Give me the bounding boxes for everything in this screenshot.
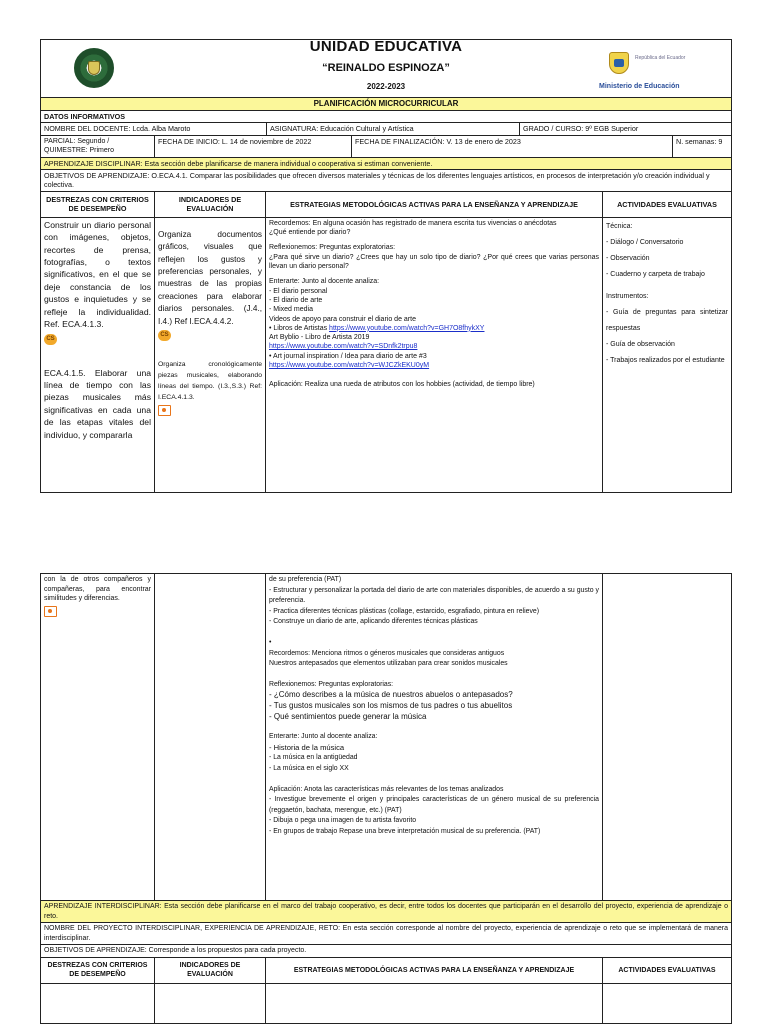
strategy-line-10: - ¿Cómo describes a la música de nuestros abuelos o antepasados?	[269, 690, 513, 700]
project-name-field: NOMBRE DEL PROYECTO INTERDISCIPLINAR, EXPERIENCIA DE APRENDIZAJE, RETO: En esta sección corresponde al nombre del proyecto, experiencia de aprendizaje o reto que se implementará de manera interdisciplinar.	[41, 923, 732, 945]
video-link-2[interactable]: https://www.youtube.com/watch?v=SDnfk2trpu8	[269, 343, 418, 351]
evaluation-cell	[603, 217, 732, 492]
strategy-line-4	[269, 628, 599, 638]
indicator-timeline: Organiza cronológicamente piezas musicales, elaborando líneas del tiempo. (I.3.,S.3.) Ref: I.ECA.4.1.3.	[158, 361, 262, 402]
strategy-application: Aplicación: Realiza una rueda de atributos con los hobbies (actividad, de tiempo libre)	[269, 381, 535, 389]
cs-badge-icon: CS	[44, 334, 57, 345]
strategy-line-16: - La música en la antigüedad	[269, 754, 358, 762]
strategy-line-15: - Historia de la música	[269, 742, 345, 752]
interdisciplinary-note: APRENDIZAJE INTERDISCIPLINAR: Esta sección debe planificarse en el marco del trabajo cooperativo, es decir, entre todos los docentes que participarán en el desarrollo del proyecto, experiencia de aprendizaje o reto.	[41, 901, 732, 923]
ministry-label: Ministerio de Educación	[599, 83, 680, 90]
school-name: “REINALDO ESPINOZA”	[322, 62, 450, 74]
school-year: 2022-2023	[366, 82, 406, 91]
strategy-line-22: - En grupos de trabajo Repase una breve interpretación musical de su preferencia. (PAT)	[269, 827, 541, 835]
cs-badge-icon-2: CS	[158, 330, 171, 341]
eval-technique-1: - Diálogo / Conversatorio	[606, 238, 684, 246]
strategy-line-17: - La música en el siglo XX	[269, 764, 349, 772]
strategy-line-14: Enterarte: Junto al docente analiza:	[269, 733, 378, 741]
strategies-cell	[266, 217, 603, 492]
skill-timeline: ECA.4.1.5. Elaborar una línea de tiempo con las piezas musicales más significativas en cada una de las etapas vitales del individuo, y compararla	[44, 367, 151, 440]
skill-continued: con la de otros compañeros y compañeras, para encontrar similitudes y diferencias.	[44, 576, 151, 603]
column-header-indicators: INDICADORES DE EVALUACIÓN	[155, 191, 266, 217]
column-header-skills-2: DESTREZAS CON CRITERIOS DE DESEMPEÑO	[41, 957, 155, 983]
video-title-2: Art Byblio - Libro de Artista 2019	[269, 334, 370, 342]
project-objectives-field: OBJETIVOS DE APRENDIZAJE: Corresponde a los propuestos para cada proyecto.	[41, 945, 732, 958]
ecuador-shield-icon	[609, 52, 629, 74]
strategy-question-2: ¿Para qué sirve un diario? ¿Crees que hay un solo tipo de diario? ¿Por qué crees que varias personas llevan un diario personal?	[269, 253, 599, 271]
video-title-1: • Libros de Artistas	[269, 324, 328, 332]
strategy-line-6: Recordemos: Menciona ritmos o géneros musicales que consideras antiguos	[269, 649, 505, 657]
indicator-diary: Organiza documentos gráficos, visuales que reflejen los gustos y preferencias personales, y muestras de las propias creaciones para elaborar diarios personales. (J.4., I.4.) Ref I.ECA.4.4.2.	[158, 229, 262, 326]
column-header-evaluation: ACTIVIDADES EVALUATIVAS	[603, 191, 732, 217]
info-section-title: DATOS INFORMATIVOS	[41, 111, 732, 123]
strategy-recall: Recordemos: En alguna ocasión has registrado de manera escrita tus vivencias o anécdotas	[269, 219, 557, 227]
evaluation-cell-continued	[603, 574, 732, 901]
column-header-skills: DESTREZAS CON CRITERIOS DE DESEMPEÑO	[41, 191, 155, 217]
computer-icon-2	[44, 606, 57, 617]
strategies-cell-continued	[266, 574, 603, 901]
skills-cell-continued	[41, 574, 155, 901]
planning-table-continued	[40, 573, 732, 1024]
skills-cell	[41, 217, 155, 492]
strategy-line-5: •	[269, 638, 272, 646]
eval-instrument-1: - Guía de preguntas para sintetizar respuestas	[606, 308, 728, 332]
strategy-line-20: - Investigue brevemente el origen y principales características de un género musical de su preferencia (reggaetón, bachata, merengue, etc.) (PAT)	[269, 796, 599, 814]
eval-instruments: Instrumentos:	[606, 292, 649, 300]
objectives-field: OBJETIVOS DE APRENDIZAJE: O.ECA.4.1. Comparar las posibilidades que ofrecen diversos materiales y técnicas de los diferentes lenguajes artísticos, en procesos de interpretación y/o creación individual y colectiva.	[41, 170, 732, 192]
partial-field: PARCIAL: Segundo / QUIMESTRE: Primero	[41, 135, 155, 157]
header-cell	[41, 40, 732, 98]
subject-field: ASIGNATURA: Educación Cultural y Artística	[267, 123, 520, 135]
strategy-topic-3: - Mixed media	[269, 306, 313, 314]
school-title: UNIDAD EDUCATIVA	[309, 39, 463, 55]
strategy-line-7: Nuestros antepasados que elementos utilizaban para crear sonidos musicales	[269, 660, 508, 668]
strategy-line-18	[269, 775, 599, 785]
grade-field: GRADO / CURSO: 9º EGB Superior	[520, 123, 732, 135]
start-date-field: FECHA DE INICIO: L. 14 de noviembre de 2022	[155, 135, 352, 157]
strategy-line-19: Aplicación: Anota las características más relevantes de los temas analizados	[269, 785, 504, 793]
page-two	[40, 573, 731, 1024]
strategy-line-2: - Practica diferentes técnicas plásticas (collage, estarcido, esgrafiado, pintura en relieve)	[269, 607, 540, 615]
strategy-line-1: - Estructurar y personalizar la portada del diario de arte con materiales disponibles, de acuerdo a su gusto y preferencia.	[269, 586, 599, 605]
empty-cell-2	[155, 983, 266, 1023]
planning-table-body	[40, 191, 732, 493]
page-one	[40, 39, 731, 493]
eval-technique-3: - Cuaderno y carpeta de trabajo	[606, 270, 705, 278]
strategy-line-11: - Tus gustos musicales son los mismos de tus padres o tus abuelitos	[269, 700, 513, 710]
computer-icon	[158, 405, 171, 416]
strategy-line-13	[269, 722, 599, 732]
eval-instrument-2: - Guía de observación	[606, 340, 675, 348]
strategy-line-12: - Qué sentimientos puede generar la música	[269, 711, 427, 721]
disciplinary-note: APRENDIZAJE DISCIPLINAR: Esta sección debe planificarse de manera individual o cooperativa si estiman conveniente.	[41, 157, 732, 169]
strategy-reflect: Reflexionemos: Preguntas exploratorias:	[269, 244, 396, 252]
column-header-strategies: ESTRATEGIAS METODOLÓGICAS ACTIVAS PARA LA ENSEÑANZA Y APRENDIZAJE	[266, 191, 603, 217]
ministry-logo	[597, 50, 707, 92]
weeks-field: N. semanas: 9	[673, 135, 732, 157]
strategy-line-8	[269, 670, 599, 680]
strategy-line-0: de su preferencia (PAT)	[269, 576, 342, 583]
eval-technique: Técnica:	[606, 222, 633, 230]
empty-cell-1	[41, 983, 155, 1023]
strategy-line-21: - Dibuja o pega una imagen de tu artista favorito	[269, 817, 417, 825]
planning-table-top	[40, 39, 732, 192]
teacher-field: NOMBRE DEL DOCENTE: Lcda. Alba Maroto	[41, 123, 267, 135]
video-link-3[interactable]: https://www.youtube.com/watch?v=WJCZkEKU0yM	[269, 362, 430, 369]
strategy-learn: Enterarte: Junto al docente analiza:	[269, 278, 380, 286]
video-link-1[interactable]: https://www.youtube.com/watch?v=GH7O8fhykXY	[329, 324, 485, 332]
empty-cell-4	[603, 983, 732, 1023]
strategy-line-3: - Construye un diario de arte, aplicando diferentes técnicas plásticas	[269, 618, 478, 626]
column-header-evaluation-2: ACTIVIDADES EVALUATIVAS	[603, 957, 732, 983]
video-title-3: • Art journal inspiration / Idea para diario de arte #3	[269, 352, 427, 360]
eval-technique-2: - Observación	[606, 254, 650, 262]
strategy-topic-2: - El diario de arte	[269, 296, 323, 304]
republic-label: República del Ecuador	[635, 55, 686, 61]
end-date-field: FECHA DE FINALIZACIÓN: V. 13 de enero de 2023	[352, 135, 673, 157]
empty-cell-3	[266, 983, 603, 1023]
strategy-videos: Videos de apoyo para construir el diario de arte	[269, 315, 416, 323]
strategy-topic-1: - El diario personal	[269, 287, 328, 295]
strategy-question-1: ¿Qué entiende por diario?	[269, 229, 351, 237]
strategy-line-9: Reflexionemos: Preguntas exploratorias:	[269, 680, 394, 688]
indicators-cell	[155, 217, 266, 492]
column-header-indicators-2: INDICADORES DE EVALUACIÓN	[155, 957, 266, 983]
eval-instrument-3: - Trabajos realizados por el estudiante	[606, 356, 725, 364]
plan-title: PLANIFICACIÓN MICROCURRICULAR	[41, 98, 732, 111]
column-header-strategies-2: ESTRATEGIAS METODOLÓGICAS ACTIVAS PARA LA ENSEÑANZA Y APRENDIZAJE	[266, 957, 603, 983]
indicators-cell-continued	[155, 574, 266, 901]
skill-diary: Construir un diario personal con imágenes, objetos, recortes de prensa, fotografías, o textos significativos, en el que se deje constancia de los gustos e inquietudes y se refleje la individualidad. Ref. ECA.4.1.3.	[44, 219, 151, 330]
